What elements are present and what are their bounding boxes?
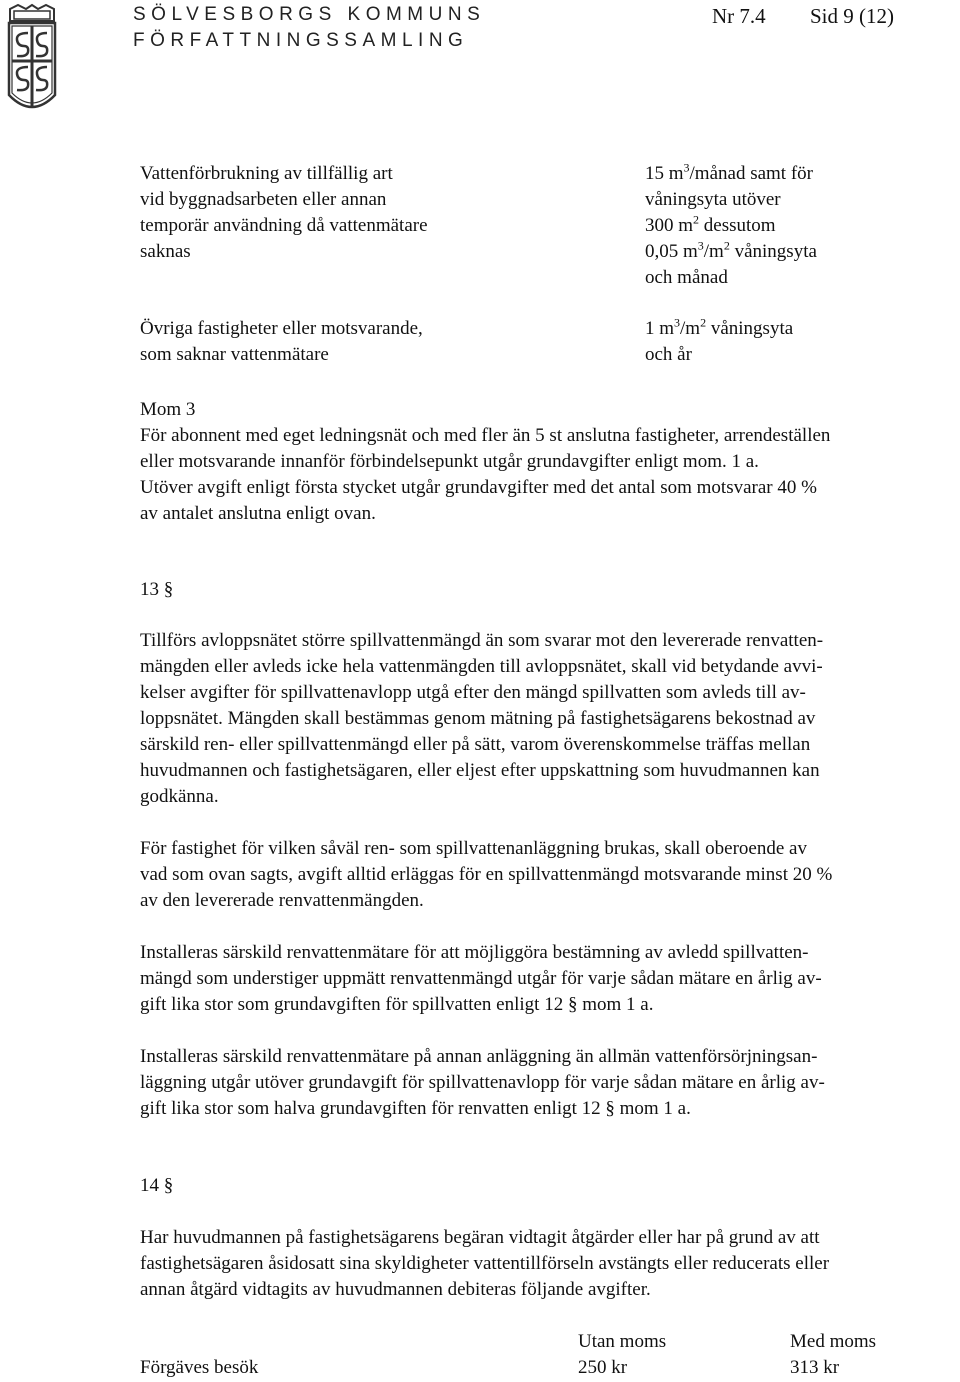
section-13-text-line: gift lika stor som grundavgiften för spillvatten enligt 12 § mom 1 a. xyxy=(140,994,654,1015)
fee-amount-line: 0,05 $m^3/m^2$ våningsyta xyxy=(645,238,817,262)
mom3-text-line: eller motsvarande innanför förbindelsepunkt utgår grundavgifter enligt mom. 1 a. xyxy=(140,451,759,472)
column-header-excl-vat: Utan moms xyxy=(578,1331,667,1352)
mom3-text-line: Utöver avgift enligt första stycket utgår grundavgifter med det antal som motsvarar 40 % xyxy=(140,477,817,498)
section-13-text-line: Tillförs avloppsnätet större spillvattenmängd än som svarar mot den levererade renvatten- xyxy=(140,630,824,651)
column-header-incl-vat: Med moms xyxy=(790,1331,877,1352)
fee-label-line: som saknar vattenmätare xyxy=(140,344,329,365)
section-14-text-line: fastighetsägaren åsidosatt sina skyldigheter vattentillförseln avstängts eller reducerats eller xyxy=(140,1253,830,1274)
section-13-text-line: mängden eller avleds icke hela vattenmängden till avloppsnätet, skall vid betydande avvi- xyxy=(140,656,823,677)
fee-amount-line: 1 $m^3/m^2$ våningsyta xyxy=(645,315,794,339)
municipal-crest-icon xyxy=(6,3,58,121)
header-collection-title: FÖRFATTNINGSSAMLING xyxy=(133,30,469,51)
section-13-text-line: kelser avgifter för spillvattenavlopp utgå efter den mängd spillvatten som avleds till av- xyxy=(140,682,806,703)
section-13-text-line: För fastighet för vilken såväl ren- som spillvattenanläggning brukas, skall oberoende av xyxy=(140,838,807,859)
fee-amount-line: och år xyxy=(645,344,692,365)
fee-amount-line: 300 $m^2$ dessutom xyxy=(645,212,776,236)
header-municipality-title: SÖLVESBORGS KOMMUNS xyxy=(133,4,486,25)
section-13-heading: 13 § xyxy=(140,579,174,600)
section-13-text-line: vad som ovan sagts, avgift alltid erläggas för en spillvattenmängd motsvarande minst 20 % xyxy=(140,864,833,885)
section-13-text-line: huvudmannen och fastighetsägaren, eller eljest efter uppskattning som huvudmannen kan xyxy=(140,760,820,781)
section-13-text-line: mängd som understiger uppmätt renvattenmängd utgår för varje sådan mätare en årlig av- xyxy=(140,968,822,989)
fee-label-line: Vattenförbrukning av tillfällig art xyxy=(140,163,393,184)
row-amount-excl-vat: 250 kr xyxy=(578,1357,628,1378)
fee-label-line: vid byggnadsarbeten eller annan xyxy=(140,189,387,210)
fee-label-line: saknas xyxy=(140,241,191,262)
row-amount-incl-vat: 313 kr xyxy=(790,1357,840,1378)
section-13-text-line: godkänna. xyxy=(140,786,219,807)
section-13-text-line: gift lika stor som halva grundavgiften för renvatten enligt 12 § mom 1 a. xyxy=(140,1098,691,1119)
section-14-text-line: Har huvudmannen på fastighetsägarens begäran vidtagit åtgärder eller har på grund av att xyxy=(140,1227,820,1248)
section-13-text-line: av den levererade renvattenmängden. xyxy=(140,890,424,911)
mom3-text-line: av antalet anslutna enligt ovan. xyxy=(140,503,376,524)
section-14-text-line: annan åtgärd vidtagits av huvudmannen debiteras följande avgifter. xyxy=(140,1279,651,1300)
fee-amount-line: 15 $m^3$/månad samt för xyxy=(645,160,813,184)
fee-label-line: Övriga fastigheter eller motsvarande, xyxy=(140,318,423,339)
header-page-number: Sid 9 (12) xyxy=(810,4,894,28)
section-14-heading: 14 § xyxy=(140,1175,174,1196)
section-13-text-line: Installeras särskild renvattenmätare på annan anläggning än allmän vattenförsörjningsan- xyxy=(140,1046,818,1067)
mom3-heading: Mom 3 xyxy=(140,399,196,420)
section-13-text-line: Installeras särskild renvattenmätare för att möjliggöra bestämning av avledd spillvatten- xyxy=(140,942,809,963)
row-label: Förgäves besök xyxy=(140,1357,259,1378)
section-13-text-line: särskild ren- eller spillvattenmängd eller på sätt, varom överenskommelse träffas mellan xyxy=(140,734,811,755)
section-13-text-line: läggning utgår utöver grundavgift för spillvattenavlopp för varje sådan mätare en årlig av- xyxy=(140,1072,825,1093)
header-regulation-number: Nr 7.4 xyxy=(712,4,766,28)
fee-amount-line: och månad xyxy=(645,267,728,288)
section-13-text-line: loppsnätet. Mängden skall bestämmas genom mätning på fastighetsägarens bekostnad av xyxy=(140,708,816,729)
fee-label-line: temporär användning då vattenmätare xyxy=(140,215,428,236)
mom3-text-line: För abonnent med eget ledningsnät och med fler än 5 st anslutna fastigheter, arrendeställen xyxy=(140,425,831,446)
fee-amount-line: våningsyta utöver xyxy=(645,189,781,210)
